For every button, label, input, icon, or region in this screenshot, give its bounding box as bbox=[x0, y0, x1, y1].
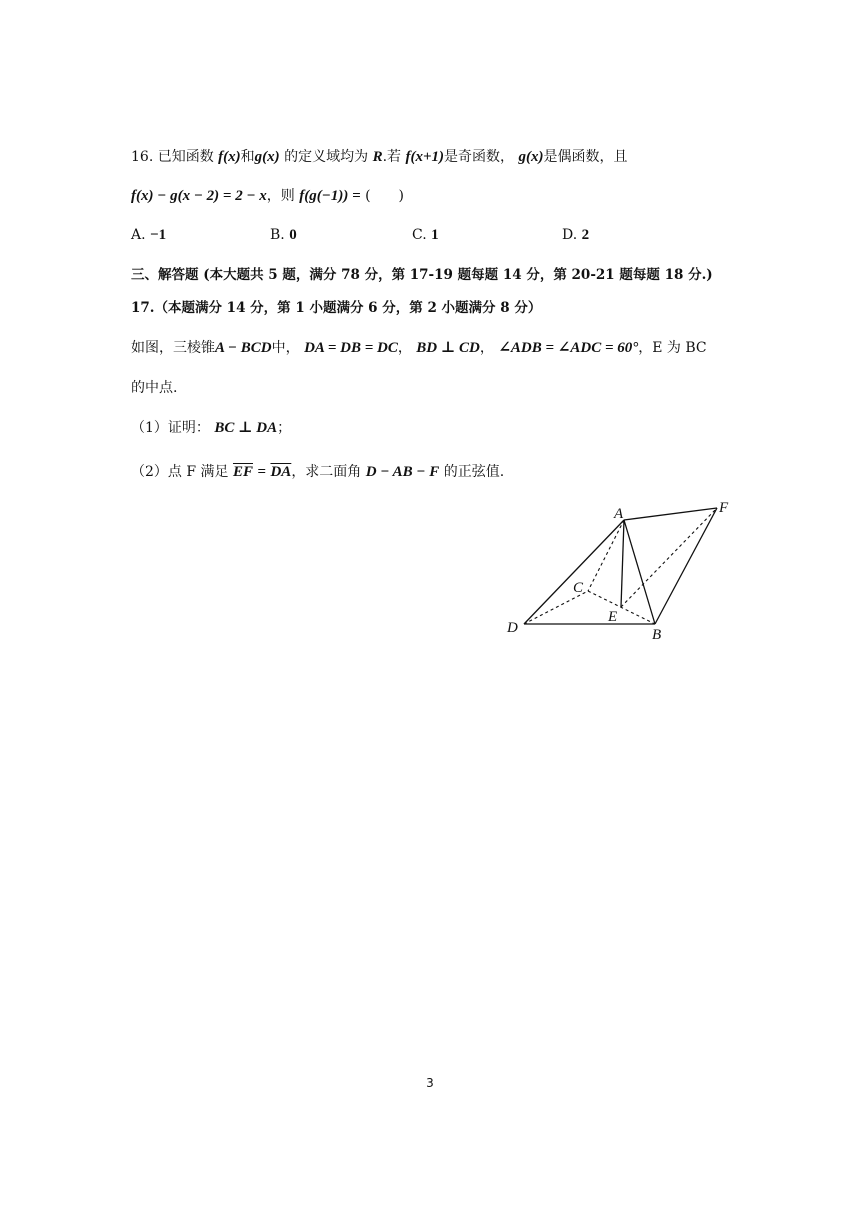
q16-blank: ( ) bbox=[365, 188, 405, 204]
q17-comma-1: ， bbox=[397, 340, 412, 356]
label-C: C bbox=[573, 580, 584, 596]
q17-header: 17.（本题满分 14 分，第 1 小题满分 6 分，第 2 小题满分 8 分） bbox=[131, 300, 542, 316]
q16-and: 和 bbox=[240, 149, 255, 165]
option-c-value: 1 bbox=[431, 227, 439, 243]
q16-option-d bbox=[562, 225, 589, 245]
q16-option-a bbox=[131, 225, 166, 245]
dihedral-expr: D − AB − F bbox=[365, 464, 440, 480]
edge-EF bbox=[621, 508, 717, 607]
option-d-value: 2 bbox=[581, 227, 590, 243]
edge-AE bbox=[621, 520, 624, 607]
edge-DC bbox=[524, 591, 588, 624]
q16-even: 是偶函数，且 bbox=[543, 149, 628, 165]
part-2-text-c: 的正弦值. bbox=[443, 464, 505, 480]
vector-ef: $\overline{EF}$ bbox=[232, 464, 253, 480]
edge-DA bbox=[524, 520, 624, 624]
q17-intro-1: 如图，三棱锥 bbox=[131, 340, 215, 356]
q16-option-c bbox=[412, 225, 439, 245]
q17-intro-line bbox=[131, 338, 707, 358]
q17-intro-3: ，E 为 BC bbox=[638, 340, 707, 356]
edge-AB bbox=[624, 520, 655, 624]
edge-AC bbox=[588, 520, 624, 591]
q16-text: 已知函数 bbox=[157, 149, 214, 165]
q17-part-2 bbox=[131, 462, 504, 482]
q16-fx: f(x) bbox=[218, 149, 241, 165]
part-1-label: （1）证明： bbox=[131, 420, 210, 436]
q16-domain-text: 的定义域均为 bbox=[284, 149, 369, 165]
page-number: 3 bbox=[426, 1076, 434, 1090]
q16-equation: f(x) − g(x − 2) = 2 − x bbox=[131, 188, 267, 204]
option-c-label: C. bbox=[412, 227, 427, 243]
q17-cond-1: DA = DB = DC bbox=[304, 340, 398, 356]
q16-fx1: f(x+1) bbox=[405, 149, 445, 165]
label-D: D bbox=[507, 620, 518, 636]
part-1-expr: BC ⊥ DA bbox=[214, 420, 278, 436]
vector-eq: = bbox=[257, 464, 267, 480]
q16-odd: 是奇函数， bbox=[444, 149, 515, 165]
label-B: B bbox=[652, 627, 662, 643]
section-3-title: 三、解答题 (本大题共 5 题，满分 78 分，第 17-19 题每题 14 分，第 20-21 题每题 18 分.) bbox=[131, 267, 713, 283]
q16-line-2 bbox=[131, 186, 404, 206]
q17-intro-line-2: 的中点. bbox=[131, 380, 178, 396]
q16-line-1 bbox=[131, 147, 628, 167]
q16-gx2: g(x) bbox=[518, 149, 544, 165]
q16-number: 16. bbox=[131, 149, 154, 165]
label-F: F bbox=[719, 500, 729, 516]
option-a-label: A. bbox=[131, 227, 146, 243]
q17-pyramid: A − BCD bbox=[215, 340, 272, 356]
q16-option-b bbox=[270, 225, 297, 245]
q16-ruo: .若 bbox=[382, 149, 402, 165]
label-A: A bbox=[614, 506, 624, 522]
q17-cond-3: ∠ADB = ∠ADC = 60° bbox=[498, 340, 639, 356]
vector-da: $\overline{DA}$ bbox=[270, 464, 292, 480]
q17-intro-2: 中， bbox=[271, 340, 300, 356]
q16-ze: ，则 bbox=[266, 188, 295, 204]
q16-R: R bbox=[372, 149, 383, 165]
q16-gx: g(x) bbox=[254, 149, 280, 165]
q17-part-1 bbox=[131, 418, 291, 438]
part-2-text-b: ，求二面角 bbox=[291, 464, 362, 480]
option-d-label: D. bbox=[562, 227, 578, 243]
q17-comma-2: ， bbox=[479, 340, 494, 356]
option-a-value: −1 bbox=[150, 227, 167, 243]
option-b-label: B. bbox=[270, 227, 285, 243]
q16-ask: f(g(−1)) = bbox=[299, 188, 361, 204]
part-2-text-a: （2）点 F 满足 bbox=[131, 464, 229, 480]
label-E: E bbox=[608, 609, 618, 625]
edge-AF bbox=[624, 508, 717, 520]
option-b-value: 0 bbox=[289, 227, 297, 243]
edge-BF bbox=[655, 508, 717, 624]
edge-CB bbox=[588, 591, 655, 624]
q17-cond-2: BD ⊥ CD bbox=[416, 340, 480, 356]
part-1-end: ； bbox=[277, 420, 292, 436]
